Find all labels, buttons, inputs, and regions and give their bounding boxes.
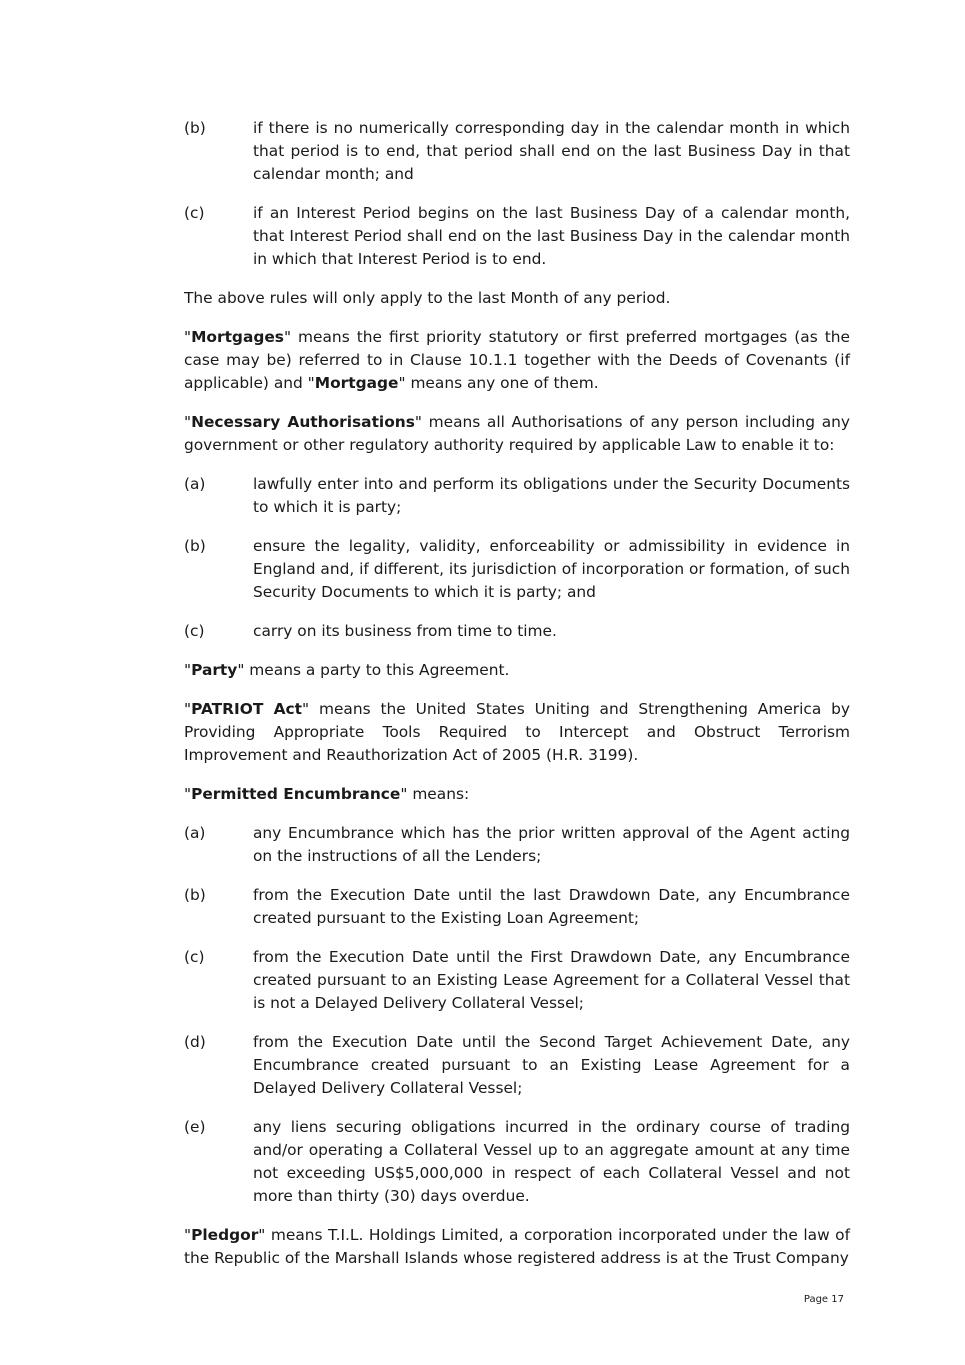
definition-necessary-authorisations: "Necessary Authorisations" means all Authorisations of any person including any government or other regulatory authority required by applicable Law to enable it to: xyxy=(184,413,850,454)
defined-term: Necessary Authorisations xyxy=(191,413,415,431)
list-item xyxy=(184,202,850,271)
item-label: (c) xyxy=(184,622,205,640)
list-item xyxy=(184,822,850,868)
item-label: (e) xyxy=(184,1118,206,1136)
defined-term: PATRIOT Act xyxy=(191,700,303,718)
item-text: any liens securing obligations incurred in the ordinary course of trading and/or operating a Collateral Vessel up to an aggregate amount at any time not exceeding US$5,000,000 in respect of each Collateral Vessel and not more than thirty (30) days overdue. xyxy=(253,1118,850,1205)
item-text: if an Interest Period begins on the last Business Day of a calendar month, that Interest Period shall end on the last Business Day in the calendar month in which that Interest Period is to end. xyxy=(253,204,850,268)
item-label: (b) xyxy=(184,886,206,904)
document-body xyxy=(184,117,850,1286)
definition-patriot-act: "PATRIOT Act" means the United States Uniting and Strengthening America by Providing Appropriate Tools Required to Intercept and Obstruct Terrorism Improvement and Reauthorization Act of 2005 (H.R. 3199). xyxy=(184,700,851,764)
list-item xyxy=(184,946,850,1015)
item-label: (c) xyxy=(184,948,205,966)
item-text: ensure the legality, validity, enforceability or admissibility in evidence in England and, if different, its jurisdiction of incorporation or formation, of such Security Documents to which it is party; and xyxy=(253,537,850,601)
defined-term: Pledgor xyxy=(191,1226,259,1244)
definition-pledgor: "Pledgor" means T.I.L. Holdings Limited, a corporation incorporated under the law of the Republic of the Marshall Islands whose registered address is at the Trust Company xyxy=(184,1226,850,1267)
item-label: (c) xyxy=(184,204,205,222)
list-item xyxy=(184,620,850,643)
definition-permitted-encumbrance: "Permitted Encumbrance" means: xyxy=(184,785,470,803)
item-text: any Encumbrance which has the prior written approval of the Agent acting on the instructions of all the Lenders; xyxy=(253,824,850,865)
page-number: Page 17 xyxy=(803,1294,844,1305)
definition-mortgages: "Mortgages" means the first priority statutory or first preferred mortgages (as the case may be) referred to in Clause 10.1.1 together with the Deeds of Covenants (if applicable) and "Mortgage" means any one of them. xyxy=(184,328,850,392)
rules-note: The above rules will only apply to the last Month of any period. xyxy=(184,289,671,307)
item-text: carry on its business from time to time. xyxy=(253,622,557,640)
defined-term: Mortgage xyxy=(314,374,399,392)
item-text: from the Execution Date until the Second Target Achievement Date, any Encumbrance created pursuant to an Existing Lease Agreement for a Delayed Delivery Collateral Vessel; xyxy=(253,1033,850,1097)
item-label: (a) xyxy=(184,824,206,842)
list-item xyxy=(184,117,850,186)
item-text: lawfully enter into and perform its obligations under the Security Documents to which it is party; xyxy=(253,475,850,516)
list-item xyxy=(184,473,850,519)
defined-term: Permitted Encumbrance xyxy=(191,785,401,803)
list-item xyxy=(184,535,850,604)
definition-party: "Party" means a party to this Agreement. xyxy=(184,661,510,679)
item-text: from the Execution Date until the last Drawdown Date, any Encumbrance created pursuant to the Existing Loan Agreement; xyxy=(253,886,850,927)
item-label: (b) xyxy=(184,119,206,137)
defined-term: Mortgages xyxy=(191,328,284,346)
list-item xyxy=(184,1116,850,1208)
item-text: from the Execution Date until the First Drawdown Date, any Encumbrance created pursuant to an Existing Lease Agreement for a Collateral Vessel that is not a Delayed Delivery Collateral Vessel; xyxy=(253,948,850,1012)
defined-term: Party xyxy=(191,661,238,679)
item-label: (d) xyxy=(184,1033,206,1051)
item-label: (b) xyxy=(184,537,206,555)
item-text: if there is no numerically corresponding day in the calendar month in which that period is to end, that period shall end on the last Business Day in that calendar month; and xyxy=(253,119,850,183)
list-item xyxy=(184,1031,850,1100)
item-label: (a) xyxy=(184,475,206,493)
list-item xyxy=(184,884,850,930)
